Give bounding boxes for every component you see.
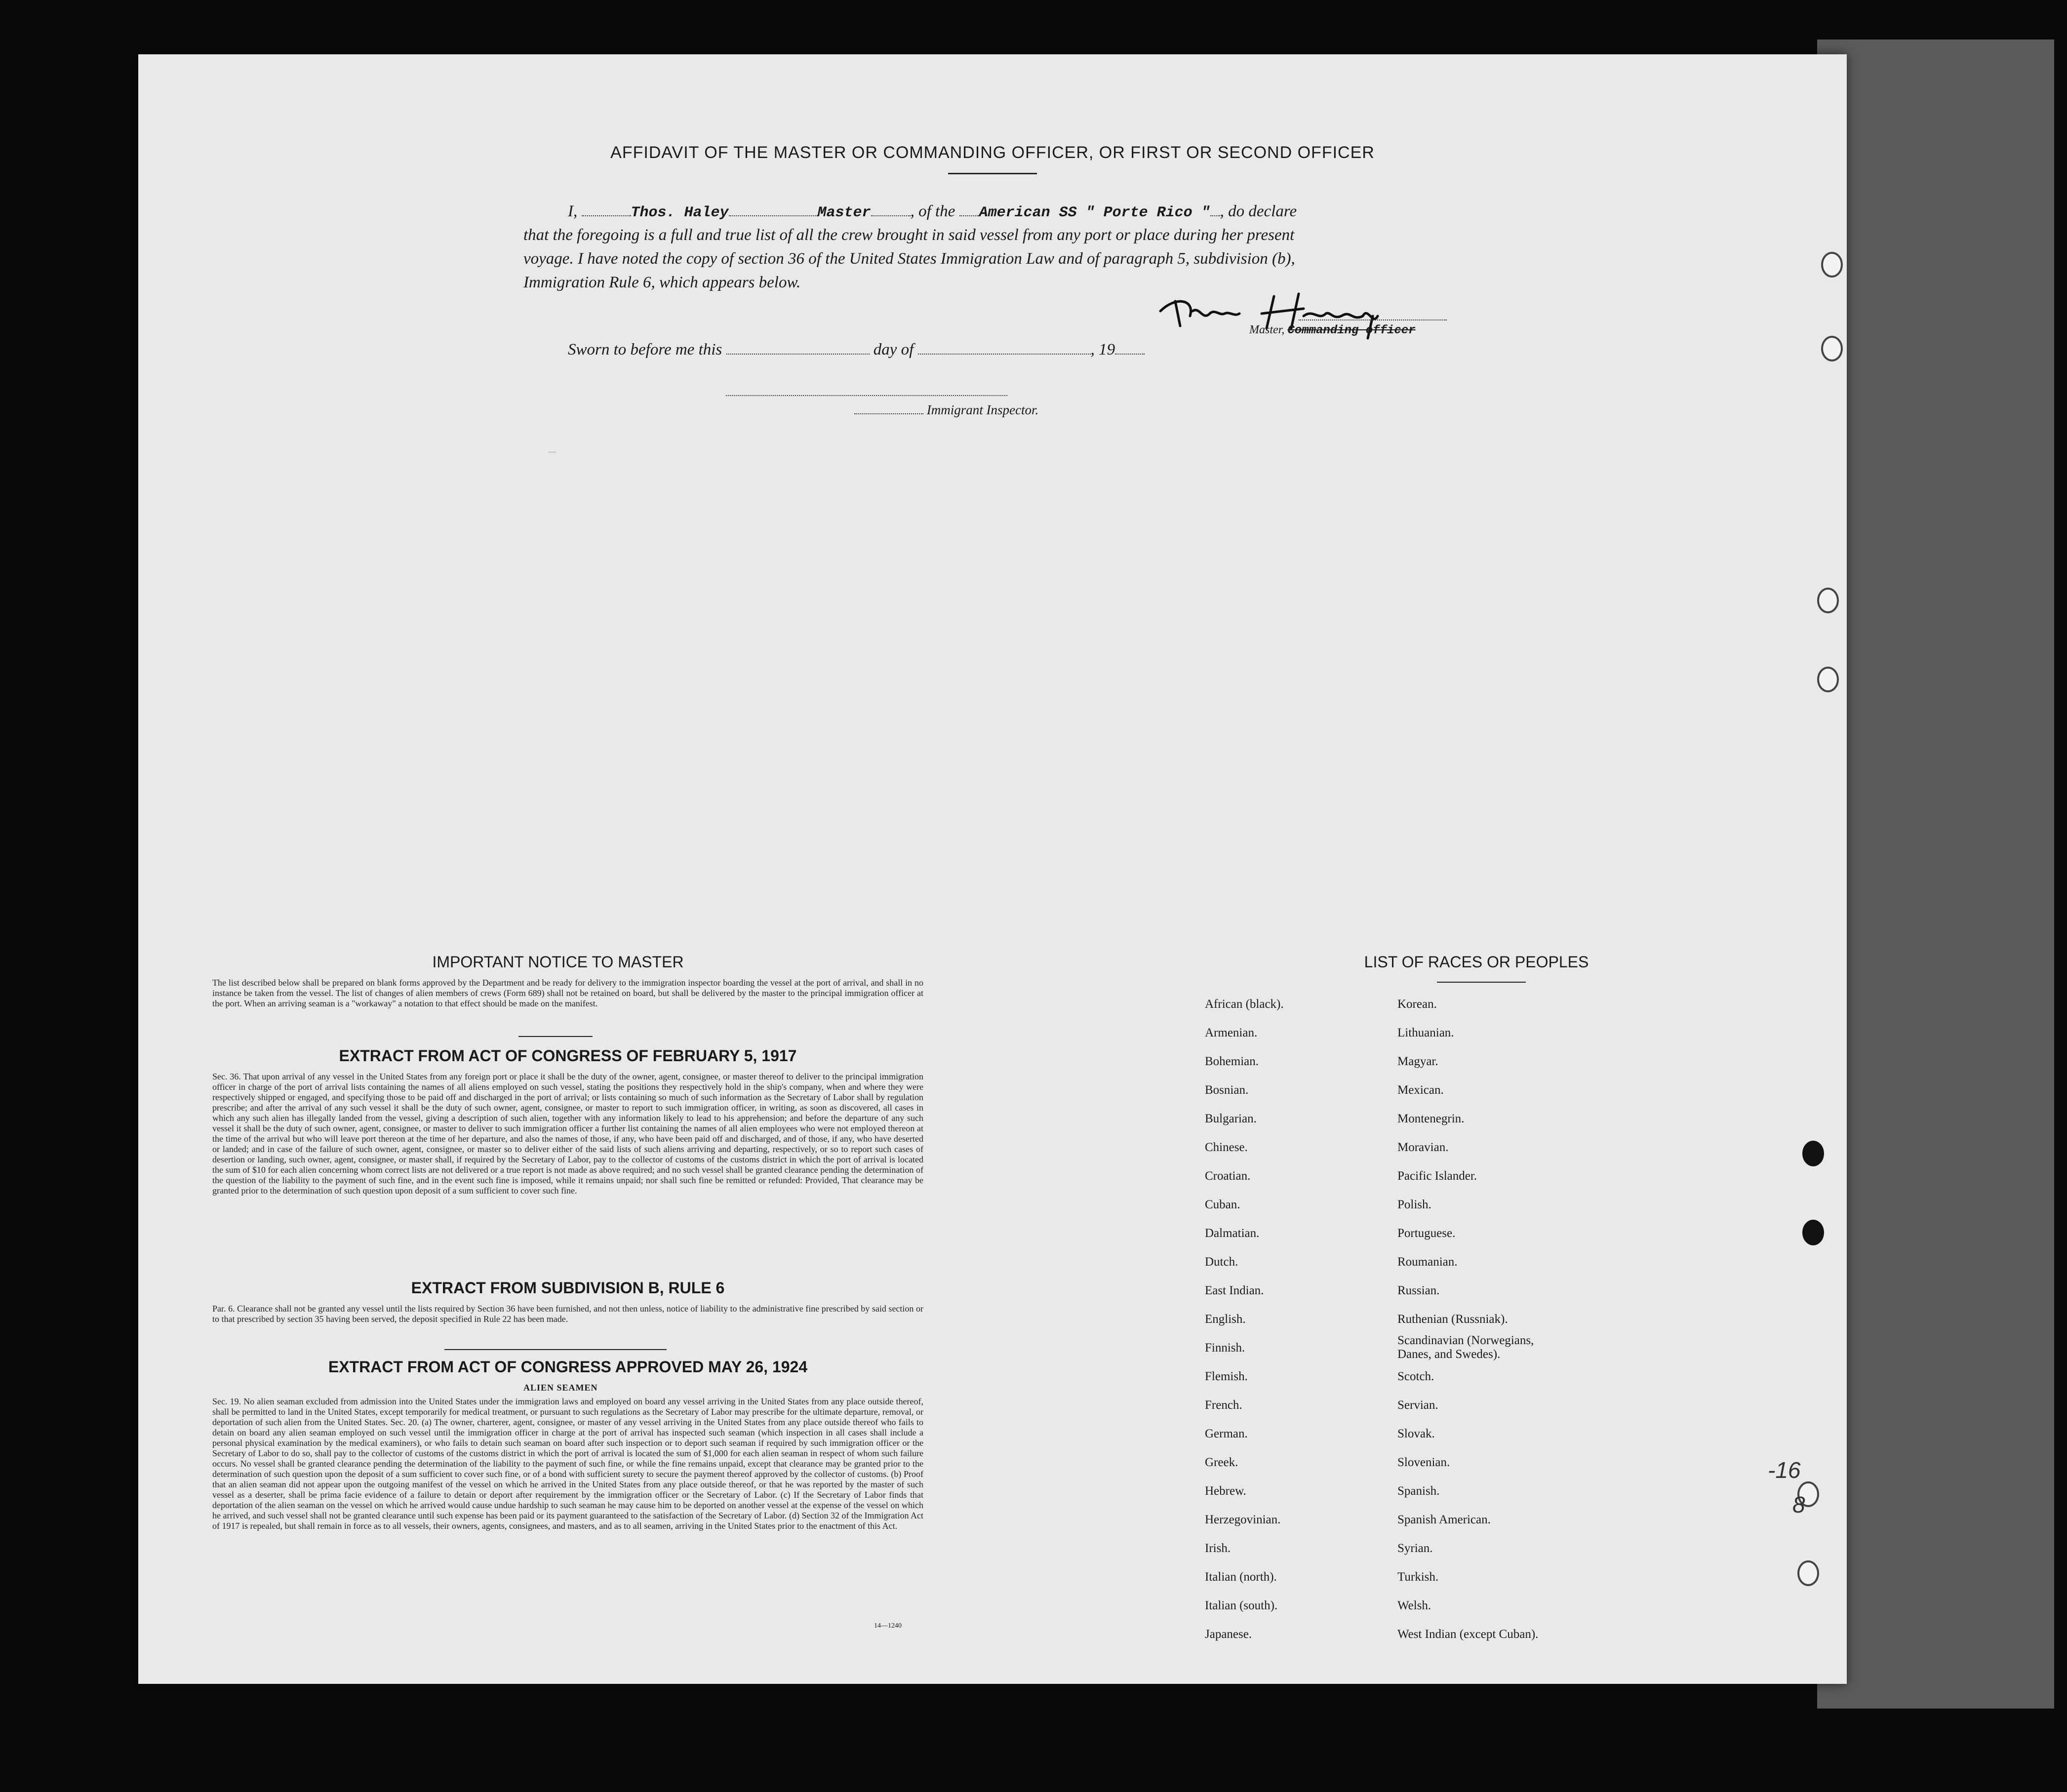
race-item: Scotch. xyxy=(1397,1370,1434,1383)
declaration-line-2: that the foregoing is a full and true list of all the crew brought in said vessel from any port or place during her present xyxy=(523,226,1295,244)
races-rule xyxy=(1437,982,1526,983)
sworn-line xyxy=(568,341,1145,359)
race-item: Roumanian. xyxy=(1397,1255,1458,1269)
blank xyxy=(729,215,818,216)
race-item: Dutch. xyxy=(1205,1255,1238,1269)
race-item: Syrian. xyxy=(1397,1542,1433,1555)
inspector-line xyxy=(854,402,1038,418)
document-page xyxy=(138,54,1847,1684)
extract-1924-heading: EXTRACT FROM ACT OF CONGRESS APPROVED MAY 26, 1924 xyxy=(328,1358,808,1376)
master-name: Thos. Haley xyxy=(631,204,729,221)
do-declare-label: , do declare xyxy=(1220,202,1297,220)
notice-body: The list described below shall be prepared on blank forms approved by the Department and be ready for delivery to the immigration inspector boarding the vessel at the port of arrival, and shall in no instance be taken from the vessel. The list of changes of alien members of crews (Form 689) shall not be retained on board, but shall be delivered by the master to the principal immigration officer at the port. When an arriving seaman is a "workaway" a notation to that effect should be made on the manifest. xyxy=(212,978,923,1008)
race-item: Finnish. xyxy=(1205,1341,1245,1354)
race-item: Japanese. xyxy=(1205,1628,1252,1641)
declaration-line-3: voyage. I have noted the copy of section 36 of the United States Immigration Law and of paragraph 5, subdivision (b), xyxy=(523,250,1295,268)
binder-hole xyxy=(1817,588,1839,613)
race-item: Moravian. xyxy=(1397,1141,1449,1154)
title-rule xyxy=(948,173,1037,174)
race-item: Chinese. xyxy=(1205,1141,1248,1154)
race-item: Bosnian. xyxy=(1205,1083,1249,1097)
race-item: Slovenian. xyxy=(1397,1456,1450,1469)
notice-heading: IMPORTANT NOTICE TO MASTER xyxy=(432,953,684,971)
race-item: East Indian. xyxy=(1205,1284,1264,1297)
race-item: French. xyxy=(1205,1398,1242,1412)
race-item: African (black). xyxy=(1205,997,1284,1011)
declaration-line-4: Immigration Rule 6, which appears below. xyxy=(523,274,801,291)
master-rank: Master xyxy=(817,204,871,221)
section-rule xyxy=(444,1349,667,1350)
race-item: German. xyxy=(1205,1427,1248,1440)
blank xyxy=(582,215,631,216)
race-item: Mexican. xyxy=(1397,1083,1444,1097)
race-item: Bulgarian. xyxy=(1205,1112,1257,1125)
race-item: Spanish. xyxy=(1397,1484,1440,1498)
blank xyxy=(959,215,979,216)
race-item: Slovak. xyxy=(1397,1427,1435,1440)
races-heading: LIST OF RACES OR PEOPLES xyxy=(1364,953,1589,971)
blank xyxy=(1210,215,1220,216)
race-item: Croatian. xyxy=(1205,1169,1251,1183)
signature-line xyxy=(1299,319,1447,320)
race-item: Italian (north). xyxy=(1205,1570,1277,1584)
of-the-label: , of the xyxy=(910,202,955,220)
sworn-day-blank xyxy=(726,354,870,355)
race-item: Turkish. xyxy=(1397,1570,1439,1584)
sworn-prefix: Sworn to before me this xyxy=(568,341,722,358)
affidavit-title: AFFIDAVIT OF THE MASTER OR COMMANDING OFFICER, OR FIRST OR SECOND OFFICER xyxy=(610,143,1375,162)
extract-rule6-heading: EXTRACT FROM SUBDIVISION B, RULE 6 xyxy=(411,1279,725,1297)
sworn-year-label: , 19 xyxy=(1090,341,1115,358)
binder-hole xyxy=(1802,1220,1824,1245)
race-item: Irish. xyxy=(1205,1542,1231,1555)
vessel-name: American SS " Porte Rico " xyxy=(979,204,1210,221)
race-item: Scandinavian (Norwegians, Danes, and Swedes). xyxy=(1397,1334,1534,1361)
extract-1917-heading: EXTRACT FROM ACT OF CONGRESS OF FEBRUARY 5, 1917 xyxy=(339,1047,797,1065)
extract-1917-body: Sec. 36. That upon arrival of any vessel in the United States from any foreign port or place it shall be the duty of the owner, agent, consignee, or master thereof to deliver to the principal immigration officer in charge of the port of arrival lists containing the names of all aliens employed on such vessel, stating the positions they respectively hold in the ship's company, when and where they were respectively shipped or engaged, and specifying those to be paid off and discharged in the port of arrival; or lists containing so much of such information as the Secretary of Labor shall by regulation prescribe; and after the arrival of any such vessel it shall be the duty of such owner, agent, consignee, or master to report to such immigration officer, in writing, as soon as discovered, all cases in which any such alien has illegally landed from the vessel, giving a description of such alien, together with any information likely to lead to his apprehension; and before the departure of any such vessel it shall be the duty of such owner, agent, consignee, or master to deliver to such immigration officer a further list containing the names of all alien employees who were not employed thereon at the time of the arrival but who will leave port thereon at the time of her departure, and also the names of those, if any, who have been paid off and discharged, and of those, if any, who have deserted or landed; and in case of the failure of such owner, agent, consignee, or master so to deliver either of the said lists of such aliens arriving and departing, respectively, or so to report such cases of desertion or landing, such owner, agent, consignee, or master shall, if required by the Secretary of Labor, pay to the collector of customs of the customs district in which the port of arrival is located the sum of $10 for each alien concerning whom correct lists are not delivered or a true report is not made as above required; and no such vessel shall be granted clearance pending the determination of the question of the liability to the payment of such fine, and in the event such fine is imposed, while it remains unpaid; nor shall such fine be remitted or refunded: Provided, That clearance may be granted prior to the determination of such question upon deposit of a sum sufficient to cover such fine. xyxy=(212,1072,923,1195)
race-item: Italian (south). xyxy=(1205,1599,1278,1612)
extract-rule6-body: Par. 6. Clearance shall not be granted any vessel until the lists required by Section 36 have been furnished, and not then unless, notice of liability to the administrative fine prescribed by said section or to that prescribed by section 35 having been served, the deposit specified in Rule 22 has been made. xyxy=(212,1304,923,1324)
inspector-line-1 xyxy=(726,395,1007,396)
bleed-through: — xyxy=(548,444,556,459)
inspector-blank xyxy=(854,413,923,414)
races-right-column xyxy=(1397,990,1555,1649)
race-item: Greek. xyxy=(1205,1456,1238,1469)
blank xyxy=(871,215,911,216)
form-number: 14—1240 xyxy=(874,1622,902,1630)
binder-hole xyxy=(1802,1141,1824,1166)
race-item: English. xyxy=(1205,1313,1246,1326)
race-item: Herzegovinian. xyxy=(1205,1513,1281,1526)
race-item: Montenegrin. xyxy=(1397,1112,1465,1125)
race-item: Magyar. xyxy=(1397,1055,1438,1068)
race-item: Bohemian. xyxy=(1205,1055,1259,1068)
margin-note: 8 xyxy=(1792,1492,1805,1517)
binder-hole xyxy=(1797,1560,1819,1586)
binder-hole xyxy=(1817,667,1839,692)
race-item: Spanish American. xyxy=(1397,1513,1491,1526)
extract-1924-body: Sec. 19. No alien seaman excluded from admission into the United States under the immigration laws and employed on board any vessel arriving in the United States from any place outside thereof, shall be permitted to land in the United States, except temporarily for medical treatment, or pursuant to such regulations as the Secretary of Labor may prescribe for the ultimate departure, removal, or deportation of such alien from the United States. Sec. 20. (a) The owner, charterer, agent, consignee, or master of any vessel arriving in the United States from any place outside thereof who fails to detain on board any alien seaman employed on such vessel until the immigration officer in charge at the port of arrival has inspected such seaman (which inspection in all cases shall include a personal physical examination by the medical examiners), or who fails to detain such seaman on board after such inspection or to deport such seaman if required by such immigration officer or the Secretary of Labor to do so, shall pay to the collector of customs of the customs district in which the port of arrival is located the sum of $1,000 for each alien seaman in respect of whom such failure occurs. No vessel shall be granted clearance pending the determination of the liability to the payment of such fine, or while the fine remains unpaid, except that clearance may be granted prior to the determination of such question upon the deposit of a sum sufficient to cover such fine, or of a bond with sufficient surety to secure the payment thereof approved by the collector of customs. (b) Proof that an alien seaman did not appear upon the outgoing manifest of the vessel on which he arrived in the United States from any place outside thereof, or that he was reported by the master of such vessel as a deserter, shall be prima facie evidence of a failure to detain or deport after requirement by the immigration officer or the Secretary of Labor. (c) If the Secretary of Labor finds that deportation of the alien seaman on the vessel on which he arrived would cause undue hardship to such seaman he may cause him to be deported on another vessel at the expense of the vessel on which he arrived, and such vessel shall not be granted clearance until such expense has been paid or its payment guaranteed to the satisfaction of the Secretary of Labor. (d) Section 32 of the Immigration Act of 1917 is repealed, but shall remain in force as to all vessels, their owners, agents, consignees, and masters, and as to all seamen, arriving in the United States prior to the enactment of this Act. xyxy=(212,1396,923,1531)
race-item: Hebrew. xyxy=(1205,1484,1246,1498)
section-rule xyxy=(518,1036,593,1037)
race-item: Korean. xyxy=(1397,997,1437,1011)
race-item: Flemish. xyxy=(1205,1370,1248,1383)
i-label: I, xyxy=(568,202,578,220)
race-item: Pacific Islander. xyxy=(1397,1169,1477,1183)
race-item: Armenian. xyxy=(1205,1026,1258,1039)
sworn-year-blank xyxy=(1115,354,1145,355)
margin-note: -16 xyxy=(1768,1457,1801,1483)
extract-1924-subheading: ALIEN SEAMEN xyxy=(523,1383,598,1393)
race-item: Servian. xyxy=(1397,1398,1438,1412)
race-item: Cuban. xyxy=(1205,1198,1240,1211)
race-item: Dalmatian. xyxy=(1205,1227,1260,1240)
sig-caption-struck: Commanding officer xyxy=(1287,324,1416,337)
signature-caption xyxy=(1249,323,1416,337)
race-item: Russian. xyxy=(1397,1284,1440,1297)
race-item: Welsh. xyxy=(1397,1599,1431,1612)
back-sheet xyxy=(1817,40,2054,1709)
binder-hole xyxy=(1821,252,1843,278)
race-item: Portuguese. xyxy=(1397,1227,1456,1240)
race-item: Polish. xyxy=(1397,1198,1431,1211)
sworn-day-label: day of xyxy=(873,341,914,358)
sworn-month-blank xyxy=(918,354,1091,355)
sig-caption-prefix: Master, xyxy=(1249,323,1285,336)
race-item: West Indian (except Cuban). xyxy=(1397,1628,1539,1641)
races-left-column xyxy=(1205,990,1284,1649)
race-item: Lithuanian. xyxy=(1397,1026,1454,1039)
race-item: Ruthenian (Russniak). xyxy=(1397,1313,1508,1326)
declaration-line-1 xyxy=(568,202,1297,221)
inspector-label: Immigrant Inspector. xyxy=(926,402,1039,417)
binder-hole xyxy=(1821,336,1843,361)
